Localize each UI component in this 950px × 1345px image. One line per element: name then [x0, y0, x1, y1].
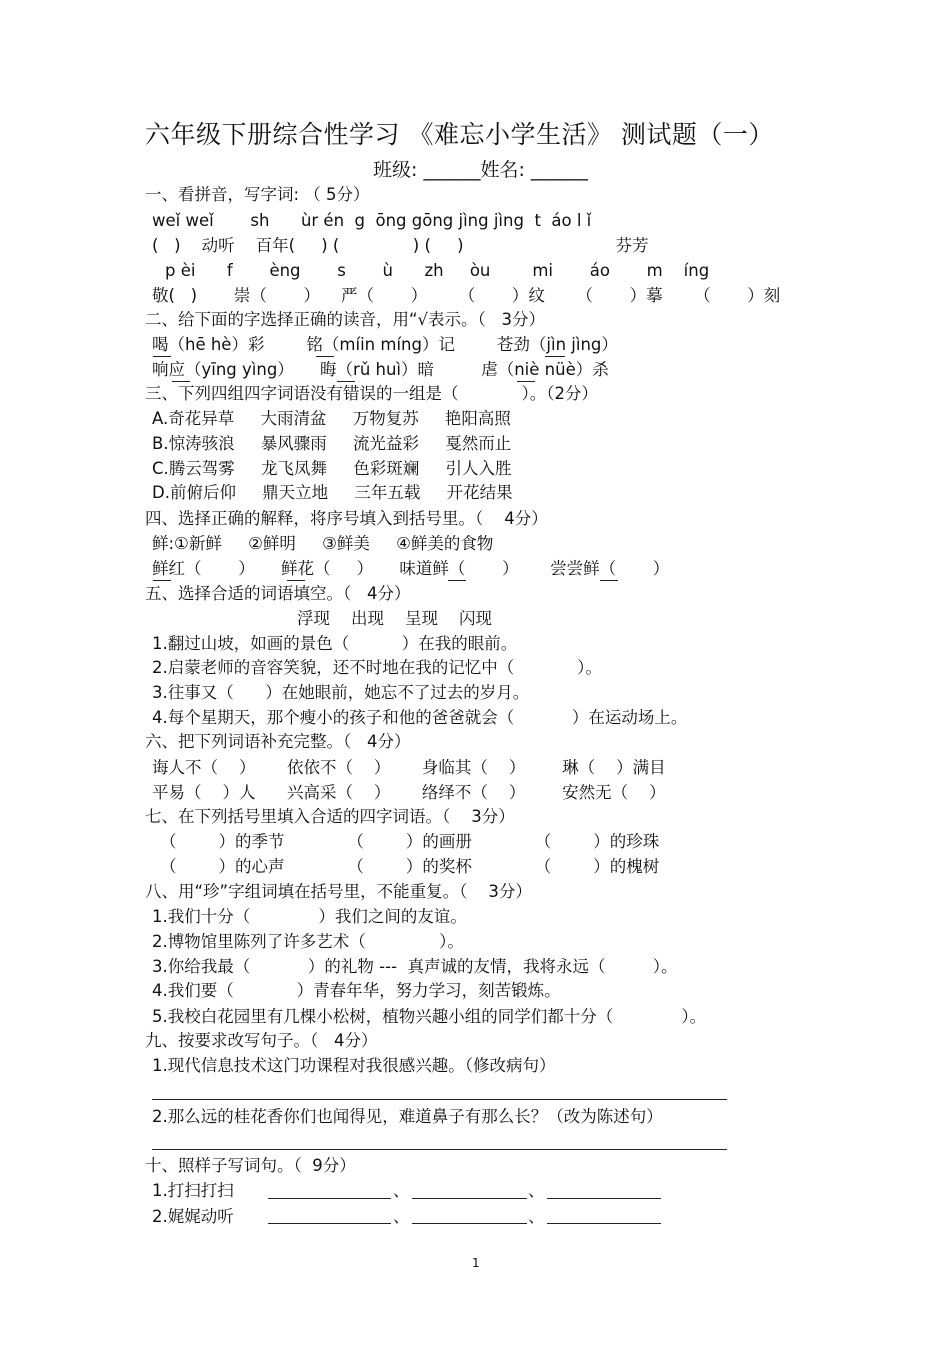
section-8-item-1: 1.我们十分（ ）我们之间的友谊。 — [152, 907, 467, 926]
section-5-item-4: 4.每个星期天，那个瘦小的孩子和他的爸爸就会（ ）在运动场上。 — [152, 708, 688, 727]
page-title: 六年级下册综合性学习 《难忘小学生活》 测试题（一） — [145, 120, 774, 149]
separator: 、 — [528, 1207, 545, 1226]
section-5-word-bank: 浮现 出现 呈现 闪现 — [297, 609, 492, 628]
section-3-option-a: A.奇花异草 大雨清盆 万物复苏 艳阳高照 — [152, 409, 511, 428]
section-5-item-2: 2.启蒙老师的音容笑貌，还不时地在我的记忆中（ ）。 — [152, 658, 602, 677]
section-2-row-2: 响应（yīng yìng） 晦（rǔ huì）暗 虐（niè nüè）杀 — [152, 360, 609, 379]
section-1-heading: 一、看拼音，写字词: （ 5分） — [145, 185, 370, 204]
section-5-item-1: 1.翻过山坡，如画的景色（ ）在我的眼前。 — [152, 634, 518, 653]
underline-xian-1 — [153, 580, 171, 581]
underline-xian-4 — [600, 580, 618, 581]
section-1-chars-row-1: ( ) 动听 百年( ) ( ) ( ) 芬芳 — [152, 236, 649, 255]
blank-2-a — [268, 1223, 391, 1224]
section-3-option-b: B.惊涛骇浪 暴风骤雨 流光益彩 戛然而止 — [152, 434, 512, 453]
section-6-row-1: 诲人不（ ） 依依不（ ） 身临其（ ） 琳（ ）满目 — [152, 758, 666, 777]
underline-jin — [545, 356, 565, 357]
class-name-line: 班级: ______姓名: ______ — [373, 159, 588, 181]
section-1-pinyin-row-2: p èi f èng s ù zh òu mi áo m íng — [165, 261, 710, 280]
page-number: 1 — [472, 1256, 480, 1270]
section-6-row-2: 平易（ ）人 兴高采（ ） 络绎不（ ） 安然无（ ） — [152, 783, 666, 802]
section-8-item-4: 4.我们要（ ）青春年华，努力学习，刻苦锻炼。 — [152, 981, 561, 1000]
blank-2-b — [412, 1223, 527, 1224]
section-1-chars-row-2: 敬( ) 崇（ ） 严（ ） （ ）纹 （ ）摹 （ ）刻 — [152, 286, 781, 305]
separator: 、 — [393, 1181, 410, 1200]
section-8-item-2: 2.博物馆里陈列了许多艺术（ ）。 — [152, 932, 464, 951]
answer-line-2 — [152, 1149, 727, 1150]
section-7-row-1: （ ）的季节 （ ）的画册 （ ）的珍珠 — [160, 832, 660, 851]
underline-xian-2 — [287, 580, 305, 581]
underline-hui — [337, 381, 355, 382]
blank-2-c — [547, 1223, 661, 1224]
section-9-heading: 九、按要求改写句子。（ 4分） — [145, 1031, 378, 1050]
section-4-heading: 四、选择正确的解释，将序号填入到括号里。（ 4分） — [145, 509, 548, 528]
blank-1-b — [412, 1198, 527, 1199]
underline-ming — [316, 356, 334, 357]
section-7-heading: 七、在下列括号里填入合适的四字词语。（ 3分） — [145, 807, 515, 826]
section-10-prompt-2: 2.娓娓动听 — [152, 1207, 234, 1226]
section-8-item-5: 5.我校白花园里有几棵小松树，植物兴趣小组的同学们都十分（ ）。 — [152, 1007, 707, 1026]
section-9-item-2: 2.那么远的桂花香你们也闻得见，难道鼻子有那么长？（改为陈述句） — [152, 1107, 663, 1126]
section-5-item-3: 3.往事又（ ）在她眼前，她忘不了过去的岁月。 — [152, 683, 530, 702]
section-7-row-2: （ ）的心声 （ ）的奖杯 （ ）的槐树 — [160, 857, 660, 876]
section-4-blanks: 鲜红（ ） 鲜花（ ） 味道鲜（ ） 尝尝鲜（ ） — [152, 559, 670, 578]
underline-xian-3 — [448, 580, 466, 581]
section-4-meanings: 鲜:①新鲜 ②鲜明 ③鲜美 ④鲜美的食物 — [152, 534, 494, 553]
section-1-pinyin-row-1: weǐ weǐ sh ùr én g ōng gōng jìng jìng t áo l ǐ — [152, 211, 592, 230]
underline-ying — [172, 381, 190, 382]
section-3-option-c: C.腾云驾雾 龙飞凤舞 色彩斑斓 引人入胜 — [152, 459, 512, 478]
separator: 、 — [528, 1181, 545, 1200]
underline-he — [153, 356, 171, 357]
section-10-prompt-1: 1.打扫打扫 — [152, 1181, 234, 1200]
answer-line-1 — [152, 1099, 727, 1100]
section-6-heading: 六、把下列词语补充完整。（ 4分） — [145, 732, 411, 751]
section-3-heading: 三、下列四组四字词语没有错误的一组是（ ）。（2分） — [145, 384, 598, 403]
underline-nue — [517, 381, 535, 382]
section-9-item-1: 1.现代信息技术这门功课程对我很感兴趣。（修改病句） — [152, 1056, 556, 1075]
separator: 、 — [393, 1207, 410, 1226]
blank-1-a — [268, 1198, 391, 1199]
section-5-heading: 五、选择合适的词语填空。（ 4分） — [145, 584, 411, 603]
section-3-option-d: D.前俯后仰 鼎天立地 三年五载 开花结果 — [152, 483, 513, 502]
section-10-heading: 十、照样子写词句。（ 9分） — [145, 1156, 356, 1175]
blank-1-c — [547, 1198, 661, 1199]
section-8-heading: 八、用“珍”字组词填在括号里，不能重复。（ 3分） — [145, 882, 532, 901]
section-2-heading: 二、给下面的字选择正确的读音，用“√表示。（ 3分） — [145, 310, 546, 329]
section-8-item-3: 3.你给我最（ ）的礼物 --- 真声诚的友情，我将永远（ ）。 — [152, 957, 678, 976]
section-2-row-1: 喝（hē hè）彩 铭（míin míng）记 苍劲（jìn jìng） — [152, 335, 618, 354]
